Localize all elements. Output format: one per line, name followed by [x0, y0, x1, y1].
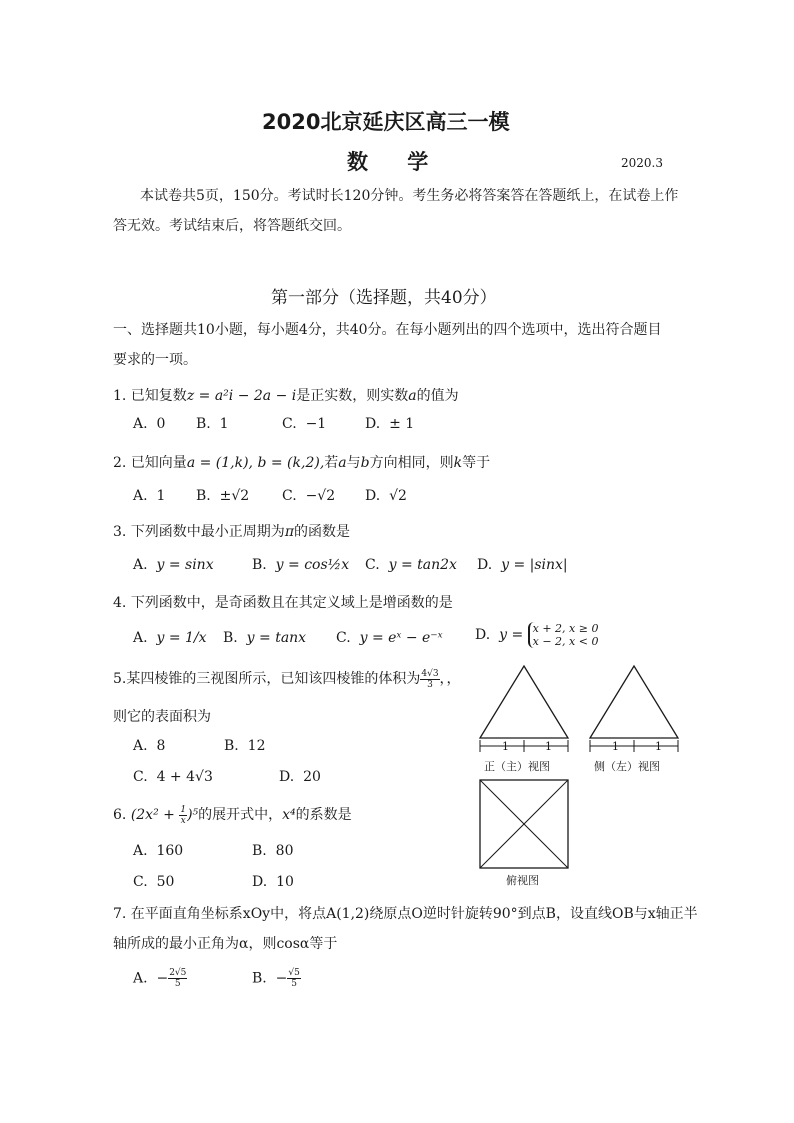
option-d: D. ± 1	[365, 416, 415, 432]
option-d: D. √2	[365, 488, 407, 504]
front-view-label: 正（主）视图	[484, 760, 550, 773]
option-a: A. y = sinx	[133, 557, 214, 573]
fraction: $\frac{2√5}{5}$	[169, 968, 187, 989]
question-6-stem: 6. (2x² + $\frac{1}{x}$ )⁵的展开式中，x⁴的系数是	[113, 804, 352, 826]
question-number: 3.	[113, 524, 127, 540]
option-d: D. y = |sinx|	[477, 557, 568, 573]
option-c: C. 50	[133, 874, 175, 890]
side-view-triangle	[590, 666, 678, 738]
option-c: C. −√2	[282, 488, 336, 504]
option-a: A. 160	[133, 843, 184, 859]
page-title: 2020北京延庆区高三一模	[262, 110, 510, 134]
question-4-stem: 4. 下列函数中，是奇函数且在其定义域上是增函数的是	[113, 595, 453, 611]
top-view-label: 俯视图	[506, 874, 539, 887]
option-a: A. 8	[133, 738, 166, 754]
option-a: A. − $\frac{2√5}{5}$	[133, 968, 187, 989]
intro-line-2: 答无效。考试结束后，将答题纸交回。	[113, 218, 351, 234]
exam-date: 2020.3	[621, 156, 663, 170]
question-number: 6.	[113, 807, 127, 823]
option-b: B. 1	[196, 416, 229, 432]
option-d: D. y = x + 2, x ≥ 0 x − 2, x < 0	[475, 622, 599, 648]
side-view-dimension	[590, 740, 678, 752]
dim-label: 1	[502, 740, 509, 753]
math-expression: z = a²i − 2a − i	[186, 388, 297, 404]
intro-line-1: 本试卷共5页，150分。考试时长120分钟。考生务必将答案答在答题纸上，在试卷上作	[140, 188, 679, 204]
option-b: B. ±√2	[196, 488, 250, 504]
fraction: $\frac{4√3}{3}$	[421, 668, 439, 690]
math-expression: a = (1,k), b = (k,2),	[186, 455, 325, 471]
instructions-line-1: 一、选择题共10小题，每小题4分，共40分。在每小题列出的四个选项中，选出符合题目	[113, 322, 662, 338]
question-5-line-2: 则它的表面积为	[113, 709, 211, 725]
question-5-stem: 5.某四棱锥的三视图所示，已知该四棱锥的体积为 $\frac{4√3}{3}$ ，，	[113, 668, 461, 690]
question-number: 2.	[113, 455, 127, 471]
option-c: C. −1	[282, 416, 327, 432]
option-d: D. 10	[252, 874, 294, 890]
option-c: C. 4 + 4√3	[133, 769, 213, 785]
option-a: A. 0	[133, 416, 166, 432]
question-1-stem: 1. 已知复数z = a²i − 2a − i是正实数，则实数a的值为	[113, 388, 459, 404]
question-number: 4.	[113, 595, 127, 611]
fraction: $\frac{1}{x}$	[180, 804, 187, 826]
question-7-line-2: 轴所成的最小正角为α，则cosα等于	[113, 936, 338, 952]
option-c: C. y = tan2x	[365, 557, 457, 573]
fraction: $\frac{√5}{5}$	[288, 968, 300, 989]
option-b: B. 80	[252, 843, 294, 859]
piecewise-brace: x + 2, x ≥ 0 x − 2, x < 0	[528, 622, 599, 648]
subject-title: 数 学	[347, 150, 431, 174]
question-2-stem: 2. 已知向量a = (1,k), b = (k,2),若a与b方向相同，则k等于	[113, 455, 491, 471]
option-a: A. 1	[133, 488, 166, 504]
side-view-label: 侧（左）视图	[594, 760, 660, 773]
dim-label: 1	[545, 740, 552, 753]
option-a: A. y = 1/x	[133, 630, 207, 646]
option-b: B. y = tanx	[223, 630, 307, 646]
dim-label: 1	[655, 740, 662, 753]
instructions-line-2: 要求的一项。	[113, 352, 197, 368]
option-b: B. y = cos½x	[252, 557, 350, 573]
three-view-figure	[470, 660, 690, 900]
section-heading: 第一部分（选择题，共40分）	[271, 288, 497, 308]
question-number: 1.	[113, 388, 127, 404]
question-7-line-1: 7. 在平面直角坐标系xOy中，将点A(1,2)绕原点O逆时针旋转90°到点B，设直线OB与x轴正半	[113, 906, 698, 922]
option-b: B. 12	[224, 738, 266, 754]
front-view-dimension	[480, 740, 568, 752]
question-3-stem: 3. 下列函数中最小正周期为π的函数是	[113, 524, 351, 540]
option-b: B. − $\frac{√5}{5}$	[252, 968, 300, 989]
dim-label: 1	[612, 740, 619, 753]
front-view-triangle	[480, 666, 568, 738]
option-d: D. 20	[279, 769, 321, 785]
option-c: C. y = eˣ − e⁻ˣ	[336, 630, 443, 646]
